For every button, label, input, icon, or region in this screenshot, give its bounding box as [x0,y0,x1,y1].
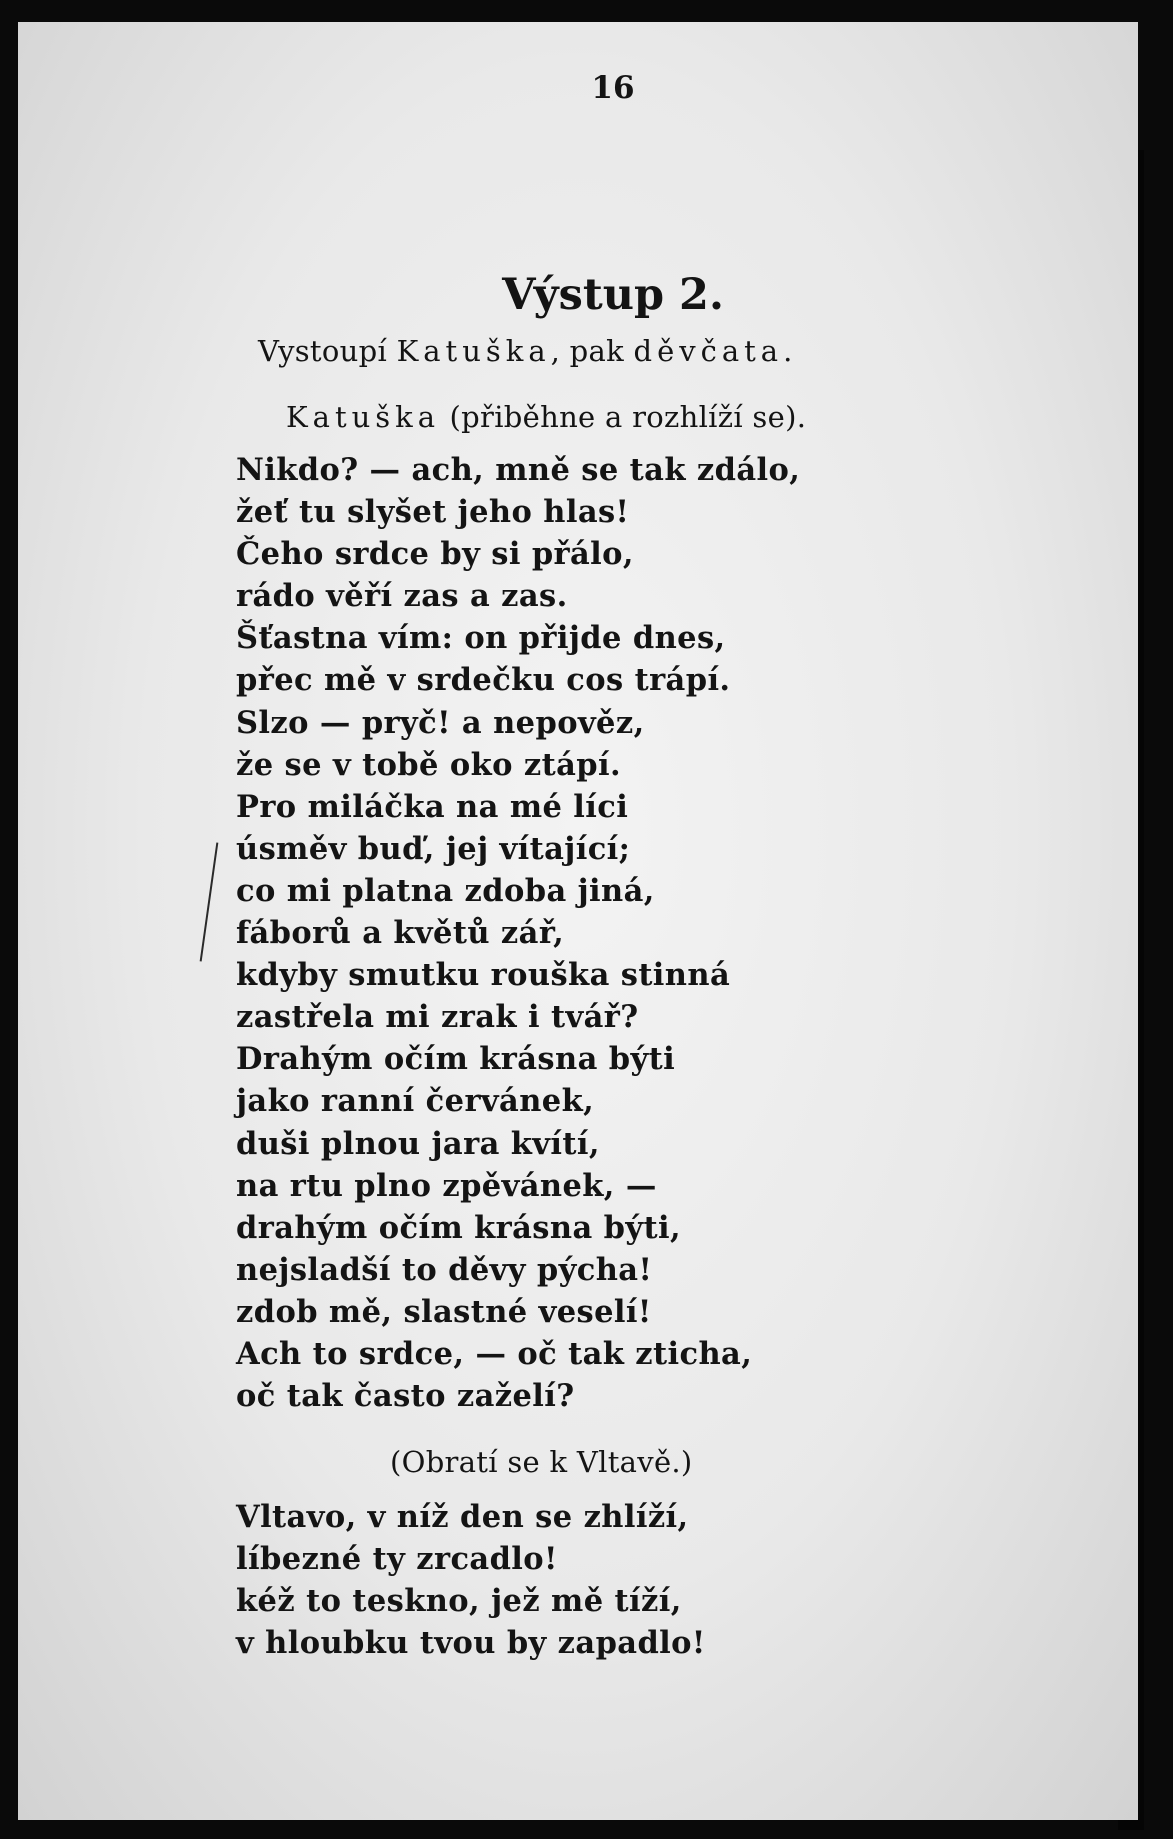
stage-direction-vltava: (Obratí se k Vltavě.) [390,1445,693,1479]
verse-line: drahým očím krásna býti, [236,1209,681,1246]
verse-line: Vltavo, v níž den se zhlíží, [236,1499,689,1535]
entrance-group: děvčata [633,334,784,368]
verse-line: Čeho srdce by si přálo, [236,536,634,573]
verse-block-1 [236,449,1076,1417]
verse-line: kéž to teskno, jež mě tíží, [236,1583,682,1620]
entrance-prefix: Vystoupí [258,334,397,368]
speaker-line [286,400,806,434]
entrance-end: . [783,334,793,368]
verse-line: Slzo — pryč! a nepověz, [236,704,645,741]
verse-line: Šťastna vím: on přijde dnes, [236,620,726,657]
verse-line: jako ranní červánek, [236,1083,595,1120]
verse-line: přec mě v srdečku cos trápí. [236,662,731,699]
verse-line: Ach to srdce, — oč tak zticha, [236,1335,753,1372]
verse-line: Drahým očím krásna býti [236,1041,676,1078]
entrance-direction [258,334,793,368]
margin-pencil-mark [200,842,219,961]
verse-line: oč tak často zaželí? [236,1378,575,1415]
verse-block-2 [236,1496,1076,1664]
verse-line: co mi platna zdoba jiná, [236,872,655,909]
verse-line: úsměv buď, jej vítající; [236,830,631,867]
verse-line: žeť tu slyšet jeho hlas! [236,494,630,531]
book-page [18,22,1138,1820]
speaker-direction: (přiběhne a rozhlíží se). [440,400,807,434]
entrance-character: Katuška [396,334,551,368]
verse-line: na rtu plno zpěvánek, — [236,1167,657,1204]
verse-line: duši plnou jara kvítí, [236,1125,600,1162]
page-number: 16 [591,70,635,106]
speaker-name: Katuška [286,400,441,434]
verse-line: zastřela mi zrak i tvář? [236,999,639,1036]
verse-line: kdyby smutku rouška stinná [236,957,731,994]
verse-line: nejsladší to děvy pýcha! [236,1251,653,1288]
scene-title: Výstup 2. [502,270,724,320]
entrance-middle: , pak [550,334,634,368]
verse-line: fáborů a květů zář, [236,915,565,952]
verse-line: rádo věří zas a zas. [236,578,568,615]
verse-line: zdob mě, slastné veselí! [236,1293,652,1330]
verse-line: líbezné ty zrcadlo! [236,1541,558,1578]
verse-line: Pro miláčka na mé líci [236,788,629,825]
verse-line: v hloubku tvou by zapadlo! [236,1625,706,1662]
verse-line: že se v tobě oko ztápí. [236,746,621,783]
verse-line: Nikdo? — ach, mně se tak zdálo, [236,452,801,488]
